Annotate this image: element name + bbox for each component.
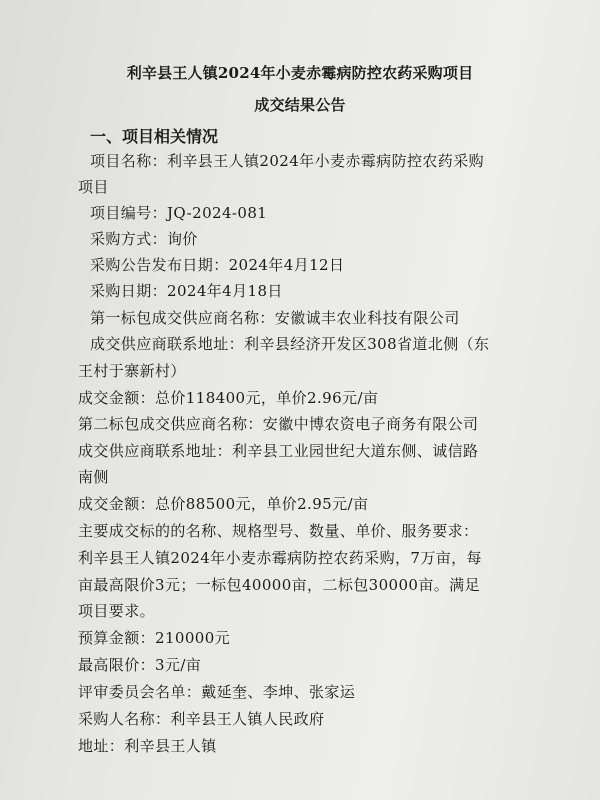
lot1-address-line: 成交供应商联系地址：利辛县经济开发区308省道北侧（东 <box>90 335 490 353</box>
project-name-continued: 项目 <box>78 178 109 196</box>
purchaser-name-line: 采购人名称：利辛县王人镇人民政府 <box>78 710 325 728</box>
lot1-supplier-line: 第一标包成交供应商名称：安徽诚丰农业科技有限公司 <box>90 309 460 327</box>
requirements-detail-line-3: 项目要求。 <box>78 602 156 620</box>
lot2-address-continued: 南侧 <box>78 468 109 486</box>
lot2-address-line: 成交供应商联系地址：利辛县工业园世纪大道东侧、诚信路 <box>78 442 479 460</box>
max-price-line: 最高限价：3元/亩 <box>78 656 202 674</box>
review-committee-line: 评审委员会名单：戴延奎、李坤、张家运 <box>78 683 356 701</box>
purchaser-address-line: 地址：利辛县王人镇 <box>78 737 217 755</box>
lot2-amount-line: 成交金额：总价88500元，单价2.95元/亩 <box>78 495 369 513</box>
section-heading: 一、项目相关情况 <box>90 127 219 146</box>
document-subtitle: 成交结果公告 <box>254 96 346 114</box>
lot2-supplier-line: 第二标包成交供应商名称：安徽中博农资电子商务有限公司 <box>78 415 479 433</box>
procurement-date-line: 采购日期：2024年4月18日 <box>90 282 283 300</box>
project-number-line: 项目编号：JQ-2024-081 <box>90 204 268 222</box>
requirements-detail-line-2: 亩最高限价3元；一标包40000亩，二标包30000亩。满足 <box>78 576 480 594</box>
project-name-line: 项目名称：利辛县王人镇2024年小麦赤霉病防控农药采购 <box>90 152 484 170</box>
budget-amount-line: 预算金额：210000元 <box>78 629 231 647</box>
requirements-heading-line: 主要成交标的的名称、规格型号、数量、单价、服务要求： <box>78 522 479 540</box>
document-title: 利辛县王人镇2024年小麦赤霉病防控农药采购项目 <box>126 64 474 82</box>
requirements-detail-line-1: 利辛县王人镇2024年小麦赤霉病防控农药采购，7万亩，每 <box>78 549 482 567</box>
lot1-amount-line: 成交金额：总价118400元，单价2.96元/亩 <box>78 389 379 407</box>
procurement-method-line: 采购方式：询价 <box>90 230 198 248</box>
lot1-address-continued: 王村于寨新村） <box>78 362 186 380</box>
announcement-date-line: 采购公告发布日期：2024年4月12日 <box>90 256 345 274</box>
